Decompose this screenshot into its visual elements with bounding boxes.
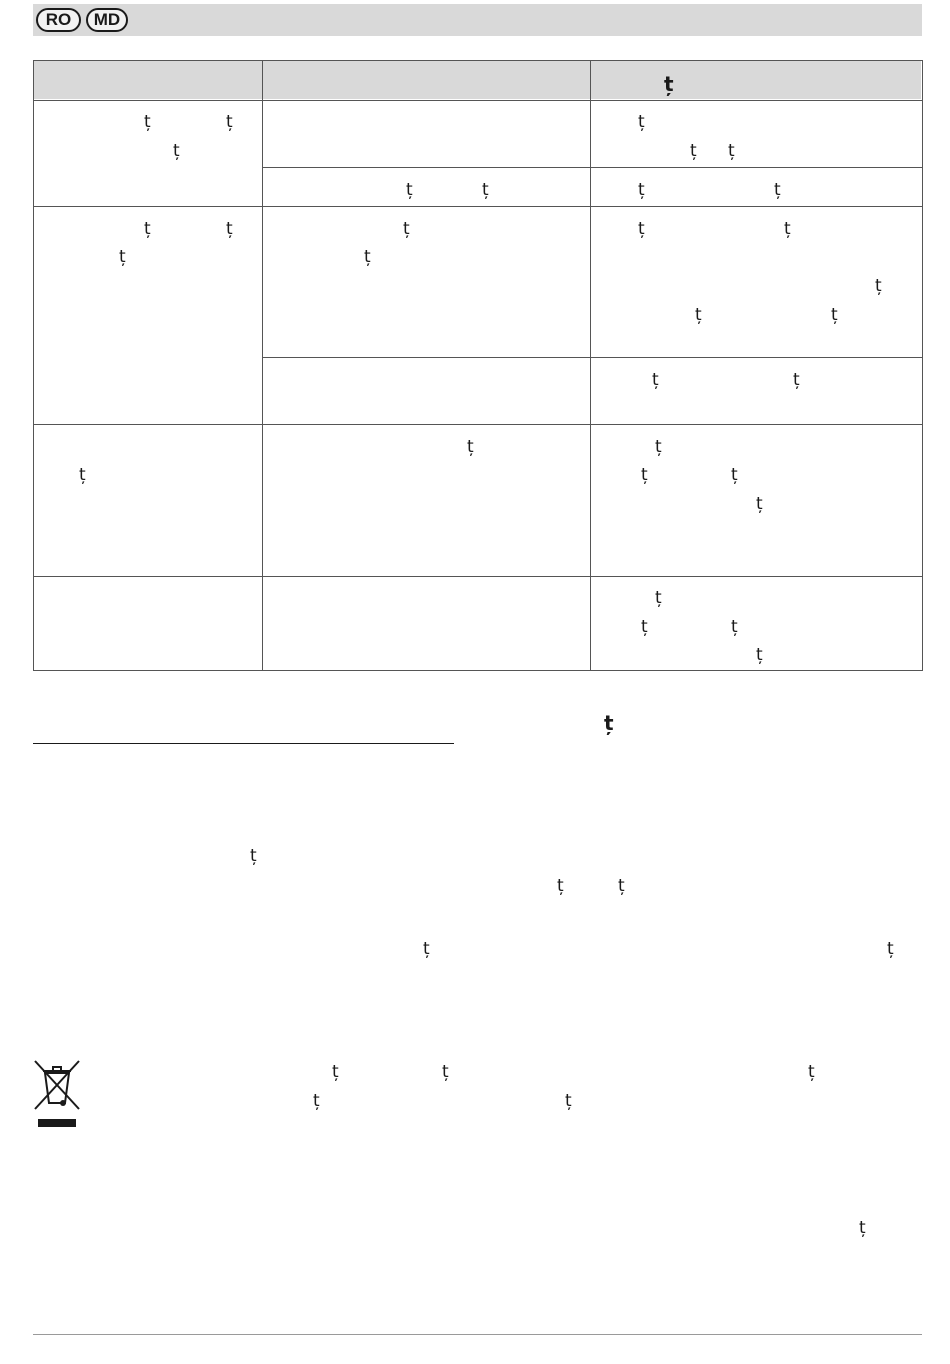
table-cell-glyph: ț (756, 645, 763, 665)
table-cell-glyph: ț (655, 588, 662, 608)
table-cell-glyph: ț (144, 112, 151, 132)
disposal-glyph: ț (313, 1091, 320, 1111)
table-cell-glyph: ț (638, 180, 645, 200)
disposal-glyph: ț (442, 1062, 449, 1082)
row-divider (33, 206, 923, 207)
table-cell-glyph: ț (406, 180, 413, 200)
table-cell-glyph: ț (793, 370, 800, 390)
crossed-out-wheelie-bin-icon (33, 1059, 81, 1131)
subrow-divider (262, 167, 923, 168)
table-cell-glyph: ț (226, 219, 233, 239)
table-cell-glyph: ț (731, 617, 738, 637)
section-heading-underline (33, 743, 454, 744)
paragraph-glyph: ț (887, 939, 894, 959)
final-paragraph-glyph: ț (859, 1218, 866, 1238)
table-cell-glyph: ț (756, 494, 763, 514)
paragraph-glyph: ț (250, 846, 257, 866)
table-cell-glyph: ț (641, 617, 648, 637)
disposal-glyph: ț (808, 1062, 815, 1082)
language-badge-ro: RO (36, 8, 81, 32)
table-cell-glyph: ț (784, 219, 791, 239)
table-cell-glyph: ț (482, 180, 489, 200)
row-divider (33, 100, 923, 101)
table-cell-glyph: ț (695, 305, 702, 325)
subrow-divider (262, 357, 923, 358)
table-cell-glyph: ț (690, 141, 697, 161)
table-cell-glyph: ț (728, 141, 735, 161)
paragraph-glyph: ț (423, 939, 430, 959)
page-footer-rule (33, 1334, 922, 1335)
table-header-col3-glyph: ț (664, 72, 674, 96)
language-badge-md: MD (86, 8, 128, 32)
table-cell-glyph: ț (144, 219, 151, 239)
table-cell-glyph: ț (731, 465, 738, 485)
table-cell-glyph: ț (364, 247, 371, 267)
table-cell-glyph: ț (226, 112, 233, 132)
section-heading-glyph: ț (604, 711, 614, 735)
table-cell-glyph: ț (638, 219, 645, 239)
row-divider (33, 424, 923, 425)
table-cell-glyph: ț (774, 180, 781, 200)
table-border (33, 60, 923, 671)
language-header-bar (33, 4, 922, 36)
column-divider (590, 60, 591, 671)
table-cell-glyph: ț (831, 305, 838, 325)
row-divider (33, 576, 923, 577)
table-cell-glyph: ț (655, 437, 662, 457)
table-cell-glyph: ț (119, 247, 126, 267)
table-cell-glyph: ț (638, 112, 645, 132)
table-cell-glyph: ț (173, 141, 180, 161)
disposal-glyph: ț (332, 1062, 339, 1082)
paragraph-glyph: ț (618, 876, 625, 896)
table-cell-glyph: ț (79, 465, 86, 485)
table-cell-glyph: ț (467, 437, 474, 457)
column-divider (262, 60, 263, 671)
table-cell-glyph: ț (403, 219, 410, 239)
table-cell-glyph: ț (652, 370, 659, 390)
table-cell-glyph: ț (641, 465, 648, 485)
disposal-glyph: ț (565, 1091, 572, 1111)
table-cell-glyph: ț (875, 276, 882, 296)
paragraph-glyph: ț (557, 876, 564, 896)
